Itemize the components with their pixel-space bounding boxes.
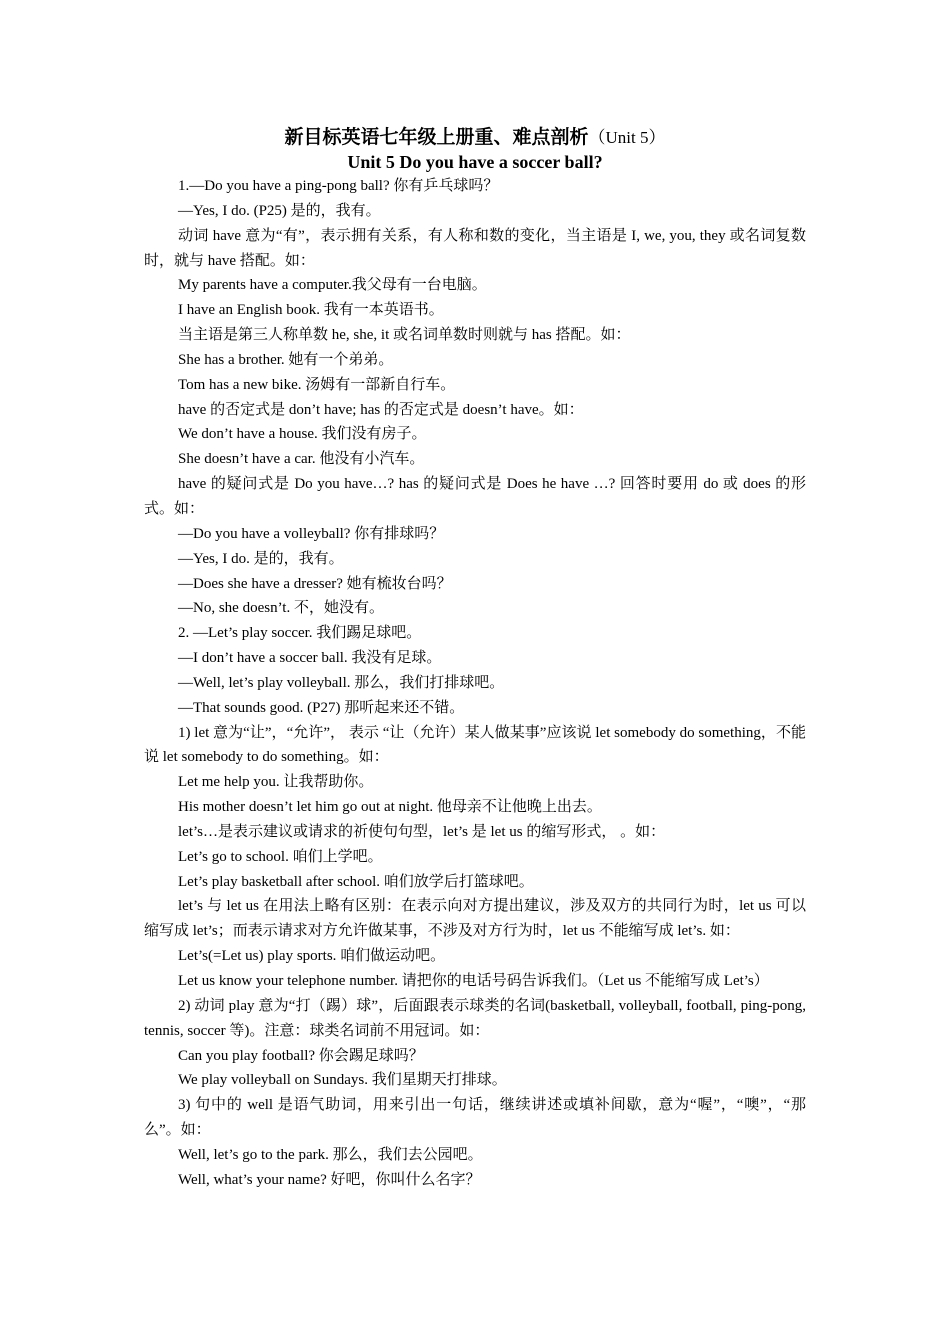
paragraph: have 的否定式是 don’t have; has 的否定式是 doesn’t have。如： [178,401,584,418]
paragraph: —That sounds good. (P27) 那听起来还不错。 [178,699,465,716]
paragraph: —Well, let’s play volleyball. 那么，我们打排球吧。 [178,674,505,691]
paragraph: 1.—Do you have a ping-pong ball? 你有乒乓球吗？ [178,178,499,194]
paragraph: —Yes, I do. (P25) 是的，我有。 [178,202,381,219]
paragraph: Tom has a new bike. 汤姆有一部新自行车。 [178,376,456,393]
paragraph: We don’t have a house. 我们没有房子。 [178,426,427,443]
title-unit: （Unit 5） [588,128,666,147]
paragraph: I have an English book. 我有一本英语书。 [178,302,444,319]
paragraph: 3) 句中的 well 是语气助词，用来引出一句话，继续讲述或填补间歇，意为“喔”，“噢”，“那么”。如： [144,1097,806,1139]
document-subtitle: Unit 5 Do you have a soccer ball? [347,152,603,172]
paragraph: Let’s go to school. 咱们上学吧。 [178,848,383,865]
paragraph: —No, she doesn’t. 不，她没有。 [178,600,384,617]
paragraph: 动词 have 意为“有”，表示拥有关系，有人称和数的变化，当主语是 I, we, you, they 或名词复数时，就与 have 搭配。如： [144,227,806,269]
paragraph: We play volleyball on Sundays. 我们星期天打排球。 [178,1072,507,1089]
paragraph: 1) let 意为“让”，“允许”， 表示 “让（允许）某人做某事”应该说 let somebody do something，不能说 let somebody to do something。如： [144,724,806,766]
paragraph: Can you play football? 你会踢足球吗？ [178,1047,424,1064]
paragraph: She has a brother. 她有一个弟弟。 [178,351,394,368]
paragraph: His mother doesn’t let him go out at night. 他母亲不让他晚上出去。 [178,799,602,816]
paragraph: Let us know your telephone number. 请把你的电话号码告诉我们。（Let us 不能缩写成 Let’s） [178,973,769,989]
paragraph: She doesn’t have a car. 他没有小汽车。 [178,451,425,468]
paragraph: let’s 与 let us 在用法上略有区别：在表示向对方提出建议，涉及双方的共同行为时，let us 可以缩写成 let’s；而表示请求对方允许做某事，不涉及对方行为时，let us 不能缩写成 let’s. 如： [144,898,806,940]
title-main: 新目标英语七年级上册重、难点剖析 [284,126,589,148]
paragraph: 2) 动词 play 意为“打（踢）球”，后面跟表示球类的名词(basketball, volleyball, football, ping-pong, tennis, soccer 等)。注意：球类名词前不用冠词。如： [144,997,806,1039]
document-body [144,174,806,1193]
paragraph: Let’s(=Let us) play sports. 咱们做运动吧。 [178,948,446,965]
paragraph: Let’s play basketball after school. 咱们放学后打篮球吧。 [178,873,534,890]
paragraph: Let me help you. 让我帮助你。 [178,774,374,791]
paragraph: Well, let’s go to the park. 那么，我们去公园吧。 [178,1146,483,1163]
paragraph: —Does she have a dresser? 她有梳妆台吗？ [178,575,452,592]
paragraph: 当主语是第三人称单数 he, she, it 或名词单数时则就与 has 搭配。如： [178,327,631,344]
document-title [144,124,806,151]
paragraph: Well, what’s your name? 好吧，你叫什么名字？ [178,1171,481,1188]
paragraph: —Do you have a volleyball? 你有排球吗？ [178,525,445,542]
paragraph: My parents have a computer.我父母有一台电脑。 [178,277,487,294]
paragraph: let’s…是表示建议或请求的祈使句句型，let’s 是 let us 的缩写形式， 。如： [178,823,666,840]
paragraph: —I don’t have a soccer ball. 我没有足球。 [178,650,442,667]
paragraph: 2. —Let’s play soccer. 我们踢足球吧。 [178,625,422,642]
paragraph: have 的疑问式是 Do you have…? has 的疑问式是 Does he have …? 回答时要用 do 或 does 的形式。如： [144,476,806,517]
paragraph: —Yes, I do. 是的，我有。 [178,550,344,567]
